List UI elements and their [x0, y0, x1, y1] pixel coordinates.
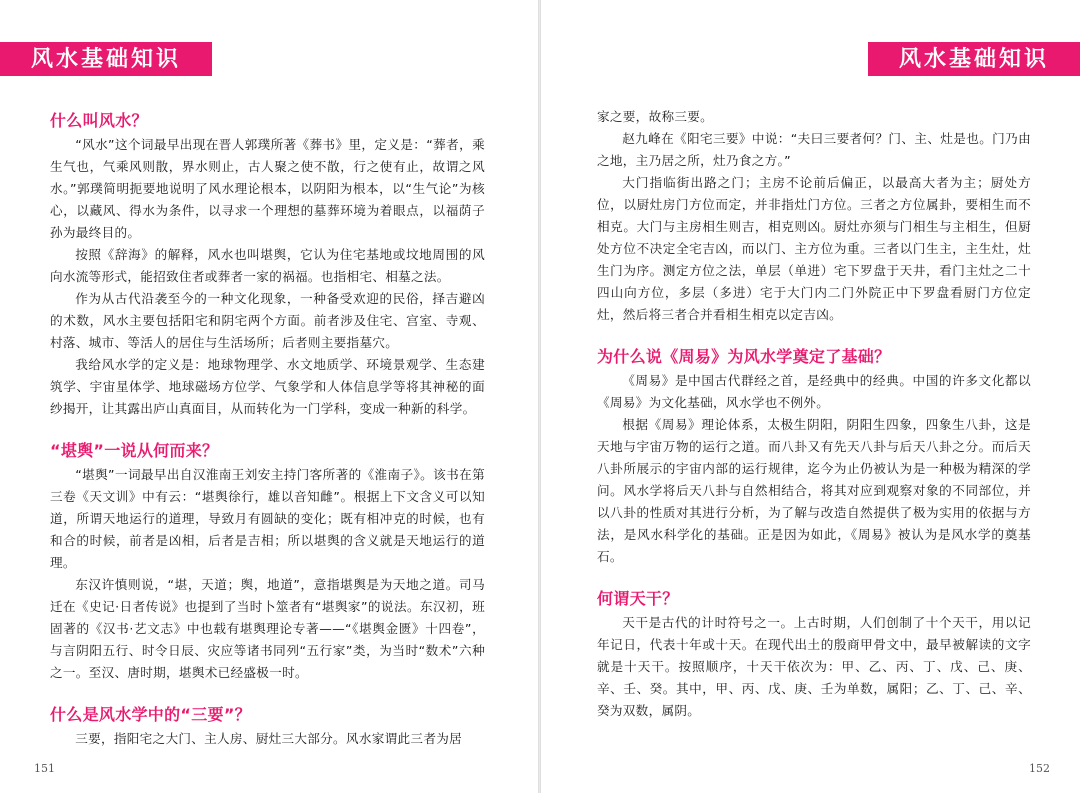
section-heading: 什么叫风水？: [50, 111, 148, 130]
banner-title: 风水基础知识: [30, 46, 181, 72]
section-heading: 什么是风水学中的“三要”？: [50, 705, 251, 724]
page-number: 152: [1029, 762, 1050, 775]
paragraph: 天干是古代的计时符号之一。上古时期，人们创制了十个天干，用以记年记日，代表十年或十天。在现代出土的殷商甲骨文中，最早被解读的文字就是十天干。按照顺序，十天干依次为：甲、乙、丙、丁、戊、己、庚、辛、壬、癸。其中，甲、丙、戊、庚、壬为单数，属阳；乙、丁、己、辛、癸为双数，属阴。: [597, 615, 1031, 718]
section-heading: 为什么说《周易》为风水学奠定了基础？: [597, 347, 891, 366]
paragraph: 三要，指阳宅之大门、主人房、厨灶三大部分。风水家谓此三者为居: [75, 731, 462, 746]
left-page-content: [50, 108, 485, 750]
section-heading: 何谓天干？: [597, 589, 679, 608]
paragraph: 我给风水学的定义是：地球物理学、水文地质学、环境景观学、生态建筑学、宇宙星体学、地球磁场方位学、气象学和人体信息学等将其神秘的面纱揭开，让其露出庐山真面目，从而转化为一门学科，变成一种新的科学。: [50, 357, 485, 416]
paragraph: 作为从古代沿袭至今的一种文化现象，一种备受欢迎的民俗，择吉避凶的术数，风水主要包括阳宅和阴宅两个方面。前者涉及住宅、宫室、寺观、村落、城市、等活人的居住与生活场所；后者则主要指墓穴。: [50, 291, 485, 350]
section-heading: “堪舆”一说从何而来？: [50, 441, 219, 460]
page-number: 151: [34, 762, 55, 775]
chapter-banner-left: [0, 42, 212, 76]
chapter-banner-right: 风水基础知识: [868, 42, 1080, 76]
left-page: [0, 0, 538, 793]
paragraph: 赵九峰在《阳宅三要》中说：“夫曰三要者何？门、主、灶是也。门乃由之地，主乃居之所，灶乃食之方。”: [597, 131, 1031, 168]
paragraph: 《周易》是中国古代群经之首，是经典中的经典。中国的许多文化都以《周易》为文化基础，风水学也不例外。: [597, 373, 1031, 410]
paragraph: “风水”这个词最早出现在晋人郭璞所著《葬书》里，定义是：“葬者，乘生气也，气乘风则散，界水则止，古人聚之使不散，行之使有止，故谓之风水。”郭璞简明扼要地说明了风水理论根本，以阴阳为根本，以“生气论”为核心，以藏风、得水为条件，以寻求一个理想的墓葬环境为着眼点，以福荫子孙为最终目的。: [50, 137, 485, 240]
paragraph: 按照《辞海》的解释，风水也叫堪舆，它认为住宅基地或坟地周围的风向水流等形式，能招致住者或葬者一家的祸福。也指相宅、相墓之法。: [50, 247, 485, 284]
paragraph: “堪舆”一词最早出自汉淮南王刘安主持门客所著的《淮南子》。该书在第三卷《天文训》中有云：“堪舆徐行，雄以音知雌”。根据上下文含义可以知道，所谓天地运行的道理，导致月有圆缺的变化；既有相冲克的时候，也有和合的时候，前者是凶相，后者是吉相；所以堪舆的含义就是天地运行的道理。: [50, 467, 485, 570]
paragraph: 大门指临街出路之门；主房不论前后偏正，以最高大者为主；厨处方位，以厨灶房门方位而定，并非指灶门方位。三者之方位属卦，要相生而不相克。大门与主房相生则吉，相克则凶。厨灶亦须与门相生与主相生，但厨处方位不决定全宅吉凶，而以门、主方位为重。三者以门生主，主生灶，灶生门为序。测定方位之法，单层（单进）宅下罗盘于天井，看门主灶之二十四山向方位，多层（多进）宅于大门内二门外院正中下罗盘看厨门方位定灶，然后将三者合并看相生相克以定吉凶。: [597, 175, 1031, 322]
paragraph: 根据《周易》理论体系，太极生阴阳，阴阳生四象，四象生八卦，这是天地与宇宙万物的运行之道。而八卦又有先天八卦与后天八卦之分。而后天八卦所展示的宇宙内部的运行规律，迄今为止仍被认为是一种极为精深的学问。风水学将后天八卦与自然相结合，将其对应到观察对象的不同部位，并以八卦的性质对其进行分析，为了解与改造自然提供了极为实用的依据与方法，是风水科学化的基础。正是因为如此，《周易》被认为是风水学的奠基石。: [597, 417, 1031, 564]
paragraph: 家之要，故称三要。: [597, 109, 714, 124]
paragraph: 东汉许慎则说，“堪，天道；舆，地道”，意指堪舆是为天地之道。司马迁在《史记·日者传说》也提到了当时卜筮者有“堪舆家”的说法。东汉初，班固著的《汉书·艺文志》中也载有堪舆理论专著——“《堪舆金匮》十四卷”，与言阴阳五行、时令日辰、灾应等诸书同列“五行家”类，为当时“数术”六种之一。至汉、唐时期，堪舆术已经盛极一时。: [50, 577, 485, 680]
right-page: [541, 0, 1080, 793]
right-page-content: [597, 106, 1031, 722]
